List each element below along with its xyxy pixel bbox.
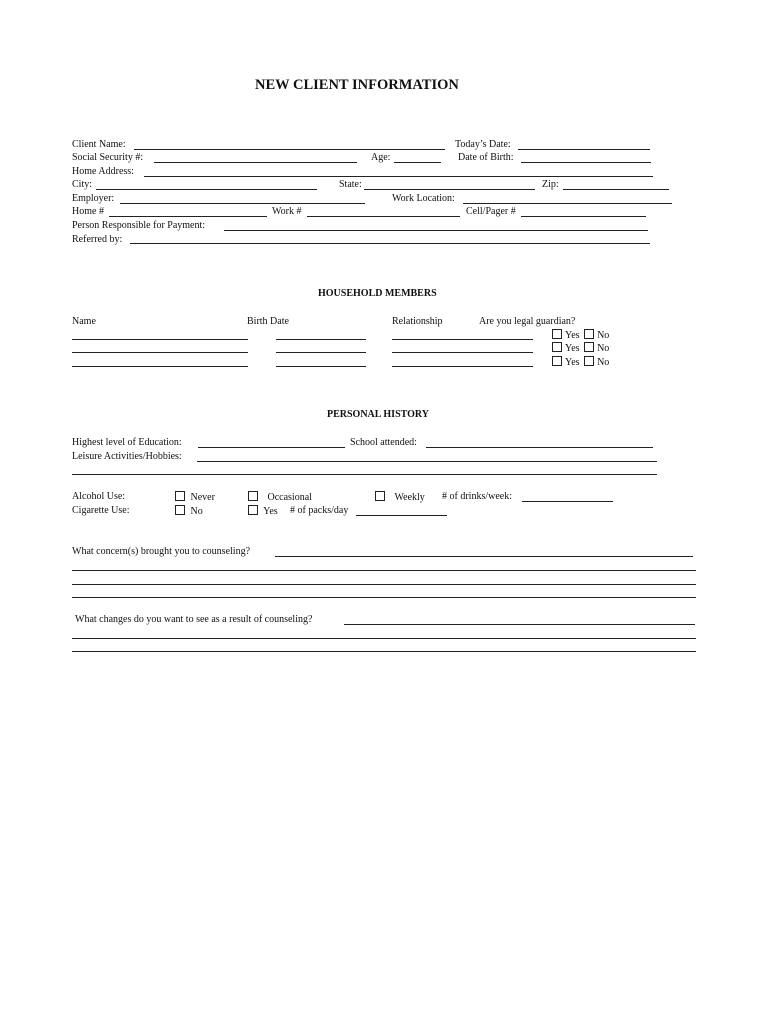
guardian-yes-checkbox[interactable] [552,342,562,352]
household-relationship-field[interactable] [392,352,533,353]
home-phone-field[interactable] [109,216,267,217]
packs-label: # of packs/day [290,505,349,516]
personal-heading: PERSONAL HISTORY [327,409,429,420]
leisure-label: Leisure Activities/Hobbies: [72,451,182,462]
household-birth-field[interactable] [276,352,366,353]
household-col-birth: Birth Date [247,316,289,327]
changes-label: What changes do you want to see as a result of counseling? [75,614,313,625]
work-location-field[interactable] [463,203,672,204]
zip-label: Zip: [542,179,559,190]
city-label: City: [72,179,93,190]
alcohol-weekly-checkbox[interactable] [375,491,385,501]
cell-field[interactable] [521,216,646,217]
changes-field-line[interactable] [72,651,696,652]
guardian-option-row [552,329,609,342]
concerns-label: What concern(s) brought you to counseling? [72,546,251,557]
age-field[interactable] [394,162,441,163]
household-col-name: Name [72,316,96,327]
household-birth-field[interactable] [276,366,366,367]
guardian-no-label: No [597,343,610,354]
alcohol-never-label: Never [190,492,215,503]
household-heading: HOUSEHOLD MEMBERS [318,288,437,299]
work-phone-label: Work # [272,206,302,217]
client-name-label: Client Name: [72,139,126,150]
ssn-label: Social Security #: [72,152,144,163]
alcohol-never-checkbox[interactable] [175,491,185,501]
home-address-label: Home Address: [72,166,134,177]
guardian-no-label: No [597,330,610,341]
alcohol-occasional-label: Occasional [267,492,312,503]
payment-field[interactable] [224,230,648,231]
state-label: State: [339,179,362,190]
zip-field[interactable] [563,189,669,190]
dob-label: Date of Birth: [458,152,514,163]
referred-field[interactable] [130,243,650,244]
education-label: Highest level of Education: [72,437,182,448]
school-field[interactable] [426,447,653,448]
guardian-no-checkbox[interactable] [584,342,594,352]
guardian-yes-checkbox[interactable] [552,329,562,339]
alcohol-weekly-label: Weekly [394,492,425,503]
household-name-field[interactable] [72,366,248,367]
alcohol-never-option [175,491,215,504]
cigarette-yes-option [248,505,278,518]
todays-date-field[interactable] [518,149,650,150]
leisure-field[interactable] [197,461,657,462]
school-label: School attended: [350,437,417,448]
home-phone-label: Home # [72,206,104,217]
guardian-no-checkbox[interactable] [584,356,594,366]
changes-field[interactable] [344,624,695,625]
guardian-yes-label: Yes [565,343,580,354]
client-name-field[interactable] [134,149,445,150]
concerns-field-line[interactable] [72,584,696,585]
concerns-field[interactable] [275,556,693,557]
alcohol-occasional-option [248,491,312,504]
changes-field-line[interactable] [72,638,696,639]
cell-label: Cell/Pager # [466,206,516,217]
city-field[interactable] [96,189,317,190]
todays-date-label: Today’s Date: [455,139,511,150]
household-relationship-field[interactable] [392,339,533,340]
cigarette-no-option [175,505,203,518]
guardian-yes-checkbox[interactable] [552,356,562,366]
employer-field[interactable] [120,203,365,204]
form-title: NEW CLIENT INFORMATION [255,77,459,93]
cigarette-yes-label: Yes [263,506,278,517]
ssn-field[interactable] [154,162,357,163]
household-name-field[interactable] [72,352,248,353]
work-location-label: Work Location: [392,193,455,204]
education-field[interactable] [198,447,345,448]
cigarette-yes-checkbox[interactable] [248,505,258,515]
work-phone-field[interactable] [307,216,460,217]
alcohol-label: Alcohol Use: [72,491,126,502]
dob-field[interactable] [521,162,651,163]
cigarette-no-label: No [190,506,203,517]
guardian-no-label: No [597,357,610,368]
age-label: Age: [371,152,391,163]
alcohol-occasional-checkbox[interactable] [248,491,258,501]
guardian-no-checkbox[interactable] [584,329,594,339]
leisure-field-continued[interactable] [72,474,657,475]
guardian-yes-label: Yes [565,330,580,341]
drinks-field[interactable] [522,501,613,502]
packs-field[interactable] [356,515,447,516]
household-col-relationship: Relationship [392,316,443,327]
household-name-field[interactable] [72,339,248,340]
cigarette-label: Cigarette Use: [72,505,130,516]
referred-label: Referred by: [72,234,123,245]
state-field[interactable] [364,189,535,190]
concerns-field-line[interactable] [72,597,696,598]
household-col-guardian: Are you legal guardian? [479,316,576,327]
guardian-option-row [552,356,609,369]
payment-label: Person Responsible for Payment: [72,220,206,231]
drinks-label: # of drinks/week: [442,491,512,502]
cigarette-no-checkbox[interactable] [175,505,185,515]
guardian-yes-label: Yes [565,357,580,368]
household-relationship-field[interactable] [392,366,533,367]
employer-label: Employer: [72,193,115,204]
concerns-field-line[interactable] [72,570,696,571]
household-birth-field[interactable] [276,339,366,340]
home-address-field[interactable] [144,176,653,177]
guardian-option-row [552,342,609,355]
alcohol-weekly-option [375,491,425,504]
